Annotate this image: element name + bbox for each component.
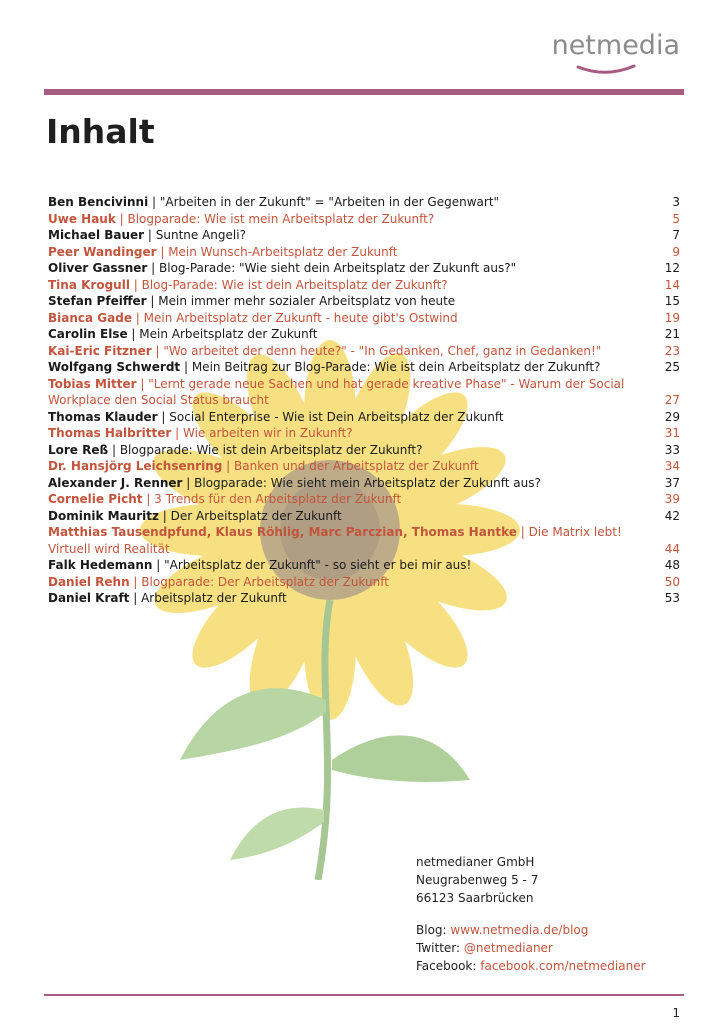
toc-page: 9 [672, 244, 680, 259]
toc-entry[interactable] [48, 359, 680, 376]
toc-author: Kai-Eric Fitzner [48, 343, 152, 358]
toc-page: 5 [672, 211, 680, 226]
toc-title: Die Matrix lebt! Virtuell wird Realität [48, 525, 622, 556]
toc-author: Thomas Halbritter [48, 426, 172, 440]
toc-title: Blogparade: Wie sieht mein Arbeitsplatz der Zukunft aus? [194, 475, 541, 490]
facebook-link[interactable]: facebook.com/netmedianer [480, 959, 646, 973]
toc-author: Ben Bencivinni [48, 195, 149, 209]
toc-author: Wolfgang Schwerdt [48, 360, 181, 374]
toc-entry[interactable] [48, 211, 680, 228]
toc-entry[interactable] [48, 293, 680, 310]
toc-title: 3 Trends für den Arbeitsplatz der Zukunft [154, 492, 402, 506]
toc-author: Daniel Rehn [48, 574, 130, 589]
toc-page: 53 [664, 591, 680, 605]
toc-entry[interactable] [48, 376, 680, 409]
toc-entry[interactable] [48, 277, 680, 294]
twitter-link[interactable]: @netmedianer [463, 941, 553, 955]
toc-title: "Wo arbeitet der denn heute?" - "In Gedanken, Chef, ganz in Gedanken!" [163, 343, 602, 358]
toc-separator: | [156, 244, 169, 259]
toc-author: Thomas Klauder [48, 409, 158, 424]
contact-block [416, 853, 646, 975]
toc-page: 3 [672, 195, 680, 209]
toc-page: 31 [664, 426, 680, 440]
logo-swoosh-icon [576, 64, 636, 76]
toc-separator: | [108, 442, 120, 457]
toc-author: Alexander J. Renner [48, 475, 183, 490]
toc-author: Oliver Gassner [48, 261, 148, 275]
toc-page: 15 [664, 294, 680, 308]
toc-entry[interactable] [48, 442, 680, 459]
toc-page: 14 [664, 277, 680, 292]
toc-page: 44 [664, 541, 680, 556]
toc-title: Banken und der Arbeitsplatz der Zukunft [234, 459, 479, 473]
toc-title: Blogparade: Wie ist dein Arbeitsplatz der Zukunft? [119, 442, 423, 457]
toc-entry[interactable] [48, 458, 680, 475]
twitter-line [416, 939, 646, 957]
toc-entry[interactable] [48, 260, 680, 277]
toc-separator: | [115, 211, 128, 226]
toc-separator: | [148, 195, 160, 209]
toc-separator: | [129, 591, 142, 605]
toc-entry[interactable] [48, 326, 680, 343]
spacer [416, 907, 646, 921]
toc-separator: | [222, 459, 234, 473]
toc-author: Daniel Kraft [48, 591, 130, 605]
toc-author: Lore Reß [48, 442, 109, 457]
toc-entry[interactable] [48, 244, 680, 261]
toc-author: Matthias Tausendpfund, Klaus Röhlig, Marc Parczian, Thomas Hantke [48, 525, 517, 539]
toc-title: Mein Arbeitsplatz der Zukunft [139, 327, 318, 341]
toc-entry[interactable] [48, 310, 680, 327]
toc-separator: | [129, 574, 142, 589]
toc-entry[interactable] [48, 557, 680, 574]
table-of-contents [48, 194, 680, 607]
toc-title: "Arbeitsplatz der Zukunft" - so sieht er bei mir aus! [164, 558, 472, 572]
toc-entry[interactable] [48, 475, 680, 492]
toc-title: Der Arbeitsplatz der Zukunft [170, 508, 342, 523]
toc-author: Bianca Gade [48, 310, 132, 325]
netmedia-logo [540, 30, 680, 78]
toc-page: 23 [664, 343, 680, 358]
toc-title: "Lernt gerade neue Sachen und hat gerade kreative Phase" - Warum der Social Workplace den Social Status braucht [48, 376, 625, 407]
toc-title: Blogparade: Der Arbeitsplatz der Zukunft [141, 574, 389, 589]
toc-separator: | [157, 409, 170, 424]
toc-entry[interactable] [48, 491, 680, 508]
city-address: 66123 Saarbrücken [416, 891, 534, 905]
toc-entry[interactable] [48, 227, 680, 244]
toc-entry[interactable] [48, 574, 680, 591]
toc-separator: | [158, 508, 171, 523]
toc-title: Wie arbeiten wir in Zukunft? [182, 426, 353, 440]
toc-separator: | [144, 228, 156, 242]
toc-separator: | [182, 475, 195, 490]
facebook-label: Facebook: [416, 959, 481, 973]
toc-page: 48 [664, 558, 680, 572]
toc-entry[interactable] [48, 343, 680, 360]
toc-separator: | [147, 261, 159, 275]
toc-page: 42 [664, 508, 680, 523]
toc-page: 27 [664, 393, 680, 407]
toc-separator: | [171, 426, 183, 440]
toc-title: Suntne Angeli? [155, 228, 246, 242]
toc-entry[interactable] [48, 590, 680, 607]
toc-page: 34 [664, 459, 680, 473]
toc-entry[interactable] [48, 409, 680, 426]
toc-author: Michael Bauer [48, 228, 145, 242]
toc-page: 39 [664, 492, 680, 506]
toc-author: Tina Krogull [48, 277, 130, 292]
header-rule [44, 89, 684, 95]
toc-page: 12 [664, 261, 680, 275]
toc-title: Social Enterprise - Wie ist Dein Arbeitsplatz der Zukunft [169, 409, 504, 424]
logo-text: netmedia [551, 30, 680, 61]
toc-separator: | [152, 558, 165, 572]
toc-author: Cornelie Picht [48, 492, 143, 506]
toc-entry[interactable] [48, 194, 680, 211]
toc-separator: | [142, 492, 155, 506]
toc-page: 19 [664, 310, 680, 325]
page-number: 1 [672, 1006, 680, 1020]
twitter-label: Twitter: [416, 941, 464, 955]
toc-entry[interactable] [48, 508, 680, 525]
toc-title: Mein Wunsch-Arbeitsplatz der Zukunft [168, 244, 398, 259]
toc-page: 21 [664, 327, 680, 341]
toc-entry[interactable] [48, 524, 680, 557]
toc-author: Dominik Mauritz [48, 508, 159, 523]
facebook-line [416, 957, 646, 975]
toc-separator: | [129, 277, 142, 292]
toc-author: Uwe Hauk [48, 211, 116, 226]
toc-title: Arbeitsplatz der Zukunft [141, 591, 287, 605]
toc-title: Mein immer mehr sozialer Arbeitsplatz von heute [158, 294, 456, 308]
toc-title: "Arbeiten in der Zukunft" = "Arbeiten in der Gegenwart" [159, 195, 500, 209]
toc-author: Dr. Hansjörg Leichsenring [48, 459, 223, 473]
company-name: netmedianer GmbH [416, 855, 535, 869]
toc-page: 25 [664, 360, 680, 374]
toc-separator: | [136, 376, 149, 391]
toc-title: Blog-Parade: Wie ist dein Arbeitsplatz der Zukunft? [141, 277, 448, 292]
toc-separator: | [131, 310, 144, 325]
toc-separator: | [146, 294, 159, 308]
toc-page: 29 [664, 409, 680, 424]
toc-author: Peer Wandinger [48, 244, 157, 259]
toc-page: 50 [664, 574, 680, 589]
toc-author: Stefan Pfeiffer [48, 294, 147, 308]
toc-page: 7 [672, 228, 680, 242]
blog-line [416, 921, 646, 939]
page-title: Inhalt [46, 112, 155, 151]
toc-author: Tobias Mitter [48, 376, 137, 391]
toc-page: 33 [664, 442, 680, 457]
blog-link[interactable]: www.netmedia.de/blog [450, 923, 589, 937]
toc-page: 37 [664, 475, 680, 490]
toc-author: Falk Hedemann [48, 558, 153, 572]
blog-label: Blog: [416, 923, 451, 937]
toc-entry[interactable] [48, 425, 680, 442]
toc-separator: | [516, 525, 529, 539]
toc-title: Mein Arbeitsplatz der Zukunft - heute gibt's Ostwind [143, 310, 458, 325]
toc-title: Blogparade: Wie ist mein Arbeitsplatz der Zukunft? [127, 211, 435, 226]
footer-rule [44, 994, 684, 996]
toc-separator: | [151, 343, 164, 358]
toc-separator: | [127, 327, 140, 341]
toc-separator: | [180, 360, 192, 374]
toc-title: Mein Beitrag zur Blog-Parade: Wie ist dein Arbeitsplatz der Zukunft? [191, 360, 601, 374]
street-address: Neugrabenweg 5 - 7 [416, 873, 539, 887]
toc-author: Carolin Else [48, 327, 128, 341]
toc-title: Blog-Parade: "Wie sieht dein Arbeitsplatz der Zukunft aus?" [159, 261, 517, 275]
